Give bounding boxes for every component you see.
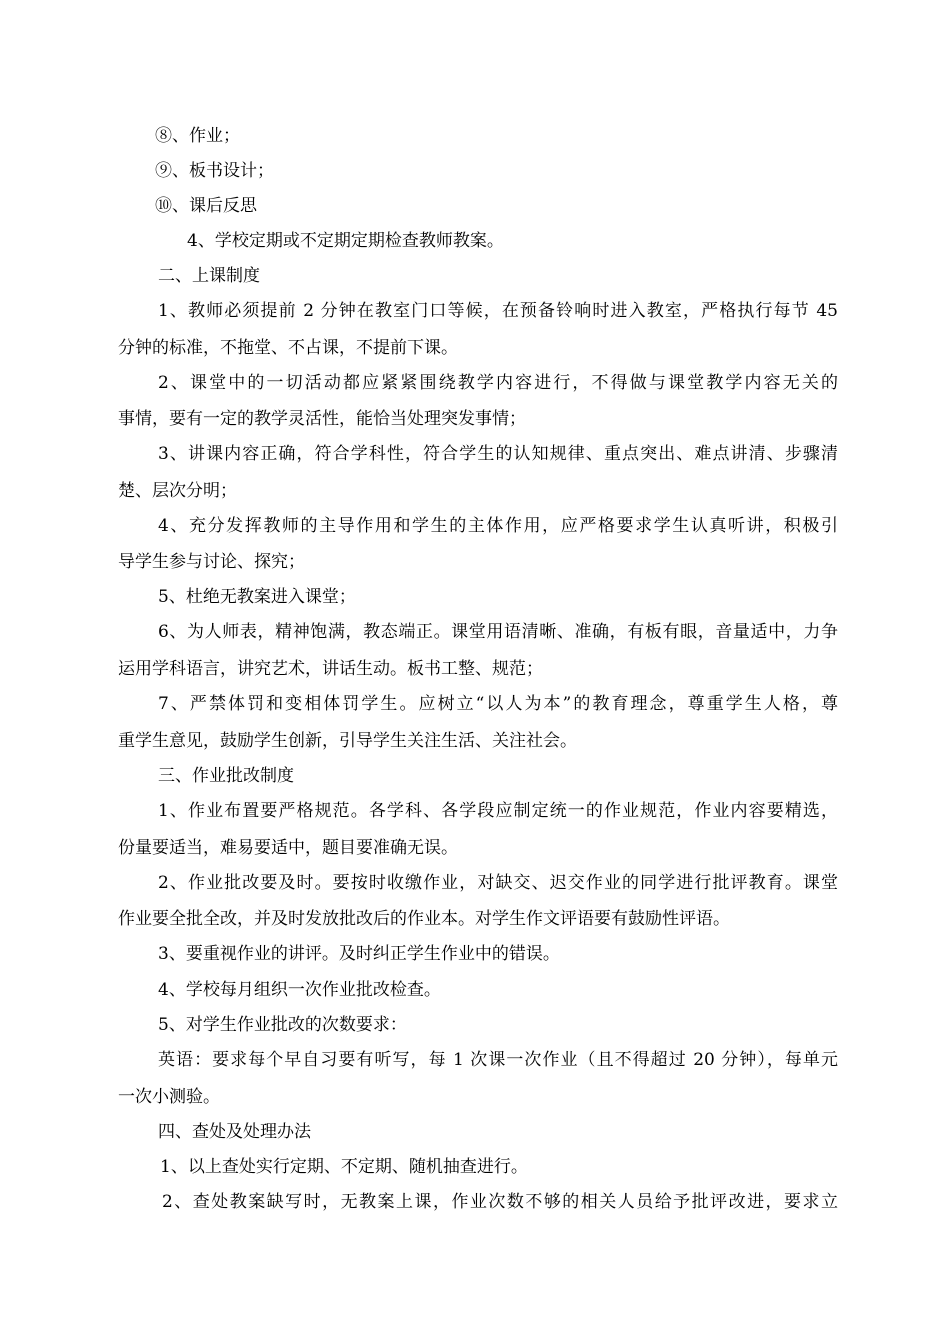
section-title-class-rules: 二、上课制度 — [158, 266, 260, 286]
paragraph-line: 作业要全批全改，并及时发放批改后的作业本。对学生作文评语要有鼓励性评语。 — [118, 909, 730, 929]
section-title-handling: 四、查处及处理办法 — [158, 1122, 311, 1142]
paragraph-line: 重学生意见，鼓励学生创新，引导学生关注生活、关注社会。 — [118, 731, 577, 751]
paragraph-line: 2、作业批改要及时。要按时收缴作业，对缺交、迟交作业的同学进行批评教育。课堂 — [158, 873, 838, 893]
paragraph-line: 英语：要求每个早自习要有听写，每 1 次课一次作业（且不得超过 20 分钟），每单元 — [158, 1050, 838, 1070]
paragraph-line: 2、课堂中的一切活动都应紧紧围绕教学内容进行，不得做与课堂教学内容无关的 — [158, 373, 838, 393]
paragraph-line: 1、作业布置要严格规范。各学科、各学段应制定统一的作业规范，作业内容要精选， — [158, 801, 838, 821]
section-title-homework-rules: 三、作业批改制度 — [158, 766, 294, 786]
paragraph-line: 4、充分发挥教师的主导作用和学生的主体作用，应严格要求学生认真听讲，积极引 — [158, 516, 838, 536]
paragraph-line: 事情，要有一定的教学灵活性，能恰当处理突发事情； — [118, 409, 526, 429]
list-item-reflection: ⑩、课后反思 — [155, 196, 257, 216]
paragraph-line: 4、学校每月组织一次作业批改检查。 — [158, 980, 441, 1000]
list-item-board-design: ⑨、板书设计； — [155, 161, 274, 181]
paragraph-line: 运用学科语言，讲究艺术，讲话生动。板书工整、规范； — [118, 659, 543, 679]
paragraph-line: 1、教师必须提前 2 分钟在教室门口等候，在预备铃响时进入教室，严格执行每节 45 — [158, 301, 838, 321]
paragraph-line: 5、杜绝无教案进入课堂； — [158, 587, 356, 607]
list-item-homework: ⑧、作业； — [155, 126, 240, 146]
paragraph-line: 6、为人师表，精神饱满，教态端正。课堂用语清晰、准确，有板有眼，音量适中，力争 — [158, 622, 838, 642]
paragraph-line: 一次小测验。 — [118, 1087, 220, 1107]
paragraph-line: 份量要适当，难易要适中，题目要准确无误。 — [118, 838, 458, 858]
paragraph-line: 7、严禁体罚和变相体罚学生。应树立“以人为本”的教育理念，尊重学生人格，尊 — [158, 694, 838, 714]
paragraph-line: 1、以上查处实行定期、不定期、随机抽查进行。 — [160, 1157, 528, 1177]
paragraph-line: 2、查处教案缺写时，无教案上课，作业次数不够的相关人员给予批评改进，要求立 — [162, 1192, 838, 1212]
paragraph-line: 楚、层次分明； — [118, 481, 237, 501]
paragraph-line: 3、要重视作业的讲评。及时纠正学生作业中的错误。 — [158, 944, 560, 964]
paragraph-line: 3、讲课内容正确，符合学科性，符合学生的认知规律、重点突出、难点讲清、步骤清 — [158, 444, 838, 464]
paragraph-line: 5、对学生作业批改的次数要求： — [158, 1015, 407, 1035]
paragraph-line: 分钟的标准，不拖堂、不占课，不提前下课。 — [118, 338, 458, 358]
paragraph-line: 导学生参与讨论、探究； — [118, 552, 305, 572]
item-lesson-plan-check: 4、学校定期或不定期定期检查教师教案。 — [187, 231, 504, 251]
